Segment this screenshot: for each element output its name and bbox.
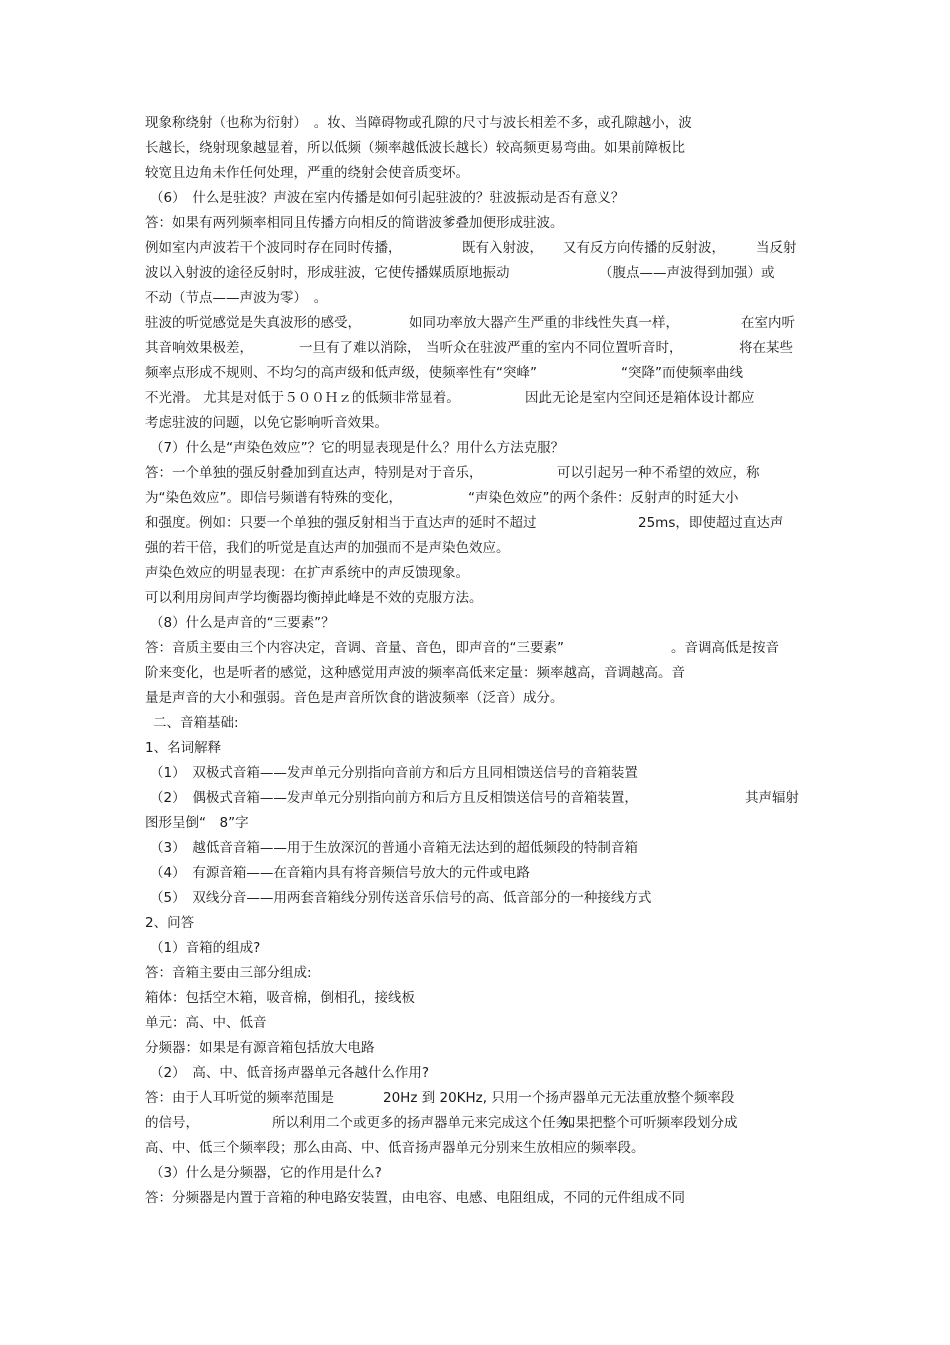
text-line: （3）什么是分频器，它的作用是什么?: [150, 1165, 382, 1181]
text-segment: 如果把整个可听频率段划分成: [562, 1115, 738, 1131]
text-segment: 所以利用二个或更多的扬声器单元来完成这个任务。: [272, 1115, 583, 1131]
text-line: [145, 1114, 805, 1132]
text-segment: 其音响效果极差，: [145, 340, 253, 356]
text-segment: 既有入射波，: [462, 240, 543, 256]
text-line: （5） 双线分音——用两套音箱线分别传送音乐信号的高、低音部分的一种接线方式: [150, 890, 652, 906]
text-segment: 答：一个单独的强反射叠加到直达声，特别是对于音乐，: [145, 465, 483, 481]
text-segment: “突降”而使频率曲线: [621, 365, 743, 381]
text-segment: 如同功率放大器产生严重的非线性失真一样，: [409, 315, 679, 331]
text-line: 现象称绕射（也称为衍射） 。妆、当障碍物或孔隙的尺寸与波长相差不多，或孔隙越小，波: [145, 115, 692, 131]
text-segment: 当反射: [756, 240, 797, 256]
text-line: [145, 489, 805, 507]
text-line: [145, 364, 805, 382]
text-segment: 答：音质主要由三个内容决定，音调、音量、音色，即声音的“三要素”: [145, 640, 564, 656]
text-line: 长越长，绕射现象越显着，所以低频（频率越低波长越长）较高频更易弯曲。如果前障板比: [145, 140, 685, 156]
text-segment: 25ms，即使超过直达声: [638, 515, 784, 531]
text-line: [145, 264, 805, 282]
text-segment: 因此无论是室内空间还是箱体设计都应: [525, 390, 755, 406]
text-line: 较宽且边角未作任何处理，严重的绕射会使音质变坏。: [145, 165, 469, 181]
text-segment: 波以入射波的途径反射时，形成驻波，它使传播媒质原地振动: [145, 265, 510, 281]
text-segment: 又有反方向传播的反射波，: [563, 240, 725, 256]
text-line: 分频器：如果是有源音箱包括放大电路: [145, 1040, 375, 1056]
text-segment: 。音调高低是按音: [671, 640, 779, 656]
text-segment: 可以引起另一种不希望的效应，称: [557, 465, 760, 481]
text-line: 量是声音的大小和强弱。音色是声音所饮食的谐波频率（泛音）成分。: [145, 690, 564, 706]
text-line: [150, 789, 810, 807]
text-line: [145, 514, 805, 532]
text-segment: 频率点形成不规则、不均匀的高声级和低声级，使频率性有“突峰”: [145, 365, 537, 381]
text-segment: 和强度。例如：只要一个单独的强反射相当于直达声的延时不超过: [145, 515, 537, 531]
text-line: （3） 越低音音箱——用于生放深沉的普通小音箱无法达到的超低频段的特制音箱: [150, 840, 638, 856]
text-segment: 一旦有了难以消除，: [299, 340, 421, 356]
text-line: （4） 有源音箱——在音箱内具有将音频信号放大的元件或电路: [150, 865, 530, 881]
text-line: 二、音箱基础:: [153, 715, 239, 731]
text-segment: 例如室内声波若干个波同时存在同时传播，: [145, 240, 402, 256]
text-line: 声染色效应的明显表现：在扩声系统中的声反馈现象。: [145, 565, 469, 581]
text-line: 可以利用房间声学均衡器均衡掉此峰是不效的克服方法。: [145, 590, 483, 606]
text-line: （2） 高、中、低音扬声器单元各越什么作用?: [150, 1065, 430, 1081]
text-line: （1）音箱的组成?: [150, 940, 261, 956]
text-segment: 不光滑。 尤其是对低于５００Ｈｚ的低频非常显着。: [145, 390, 460, 406]
text-segment: 为“染色效应”。即信号频谱有特殊的变化，: [145, 490, 402, 506]
text-line: 答：音箱主要由三部分组成:: [145, 965, 312, 981]
text-line: 答：分频器是内置于音箱的种电路安装置，由电容、电感、电阻组成，不同的元件组成不同: [145, 1190, 685, 1206]
text-line: （6） 什么是驻波？声波在室内传播是如何引起驻波的？驻波振动是否有意义？: [150, 190, 625, 206]
text-line: 1、名词解释: [145, 740, 222, 756]
text-line: （1） 双极式音箱——发声单元分别指向音前方和后方且同相馈送信号的音箱装置: [150, 765, 638, 781]
text-line: 不动（节点——声波为零） 。: [145, 290, 328, 306]
text-line: 图形呈倒“ 8”字: [145, 815, 249, 831]
text-line: 阶来变化，也是听者的感觉，这种感觉用声波的频率高低来定量：频率越高，音调越高。音: [145, 665, 685, 681]
text-line: 箱体：包括空木箱，吸音棉，倒相孔，接线板: [145, 990, 415, 1006]
text-segment: 的信号，: [145, 1115, 199, 1131]
text-segment: 当听众在驻波严重的室内不同位置听音时，: [426, 340, 683, 356]
text-line: 答：如果有两列频率相同且传播方向相反的简谐波爹叠加便形成驻波。: [145, 215, 564, 231]
text-segment: 其声辐射: [745, 790, 799, 806]
text-segment: 答：由于人耳听觉的频率范围是: [145, 1090, 334, 1106]
text-segment: （腹点——声波得到加强）或: [599, 265, 775, 281]
text-line: 强的若干倍，我们的听觉是直达声的加强而不是声染色效应。: [145, 540, 510, 556]
text-segment: 在室内听: [741, 315, 795, 331]
text-line: [145, 639, 805, 657]
text-segment: 驻波的听觉感觉是失真波形的感受，: [145, 315, 361, 331]
text-segment: （2） 偶极式音箱——发声单元分别指向前方和后方且反相馈送信号的音箱装置，: [150, 790, 638, 806]
text-line: [145, 239, 805, 257]
text-line: [145, 389, 805, 407]
text-segment: “声染色效应”的两个条件：反射声的时延大小: [468, 490, 739, 506]
text-segment: 将在某些: [739, 340, 793, 356]
text-line: 高、中、低三个频率段；那么由高、中、低音扬声器单元分别来生放相应的频率段。: [145, 1140, 645, 1156]
text-line: [145, 339, 805, 357]
text-line: 考虑驻波的问题，以免它影响听音效果。: [145, 415, 388, 431]
text-line: [145, 1089, 805, 1107]
text-segment: 20Hz 到 20KHz, 只用一个扬声器单元无法重放整个频率段: [383, 1090, 735, 1106]
text-line: （7）什么是“声染色效应”？它的明显表现是什么？用什么方法克服？: [150, 440, 565, 456]
text-line: [145, 464, 805, 482]
text-line: [145, 314, 805, 332]
text-line: （8）什么是声音的“三要素”？: [150, 615, 335, 631]
text-line: 2、问答: [145, 915, 195, 931]
text-line: 单元：高、中、低音: [145, 1015, 267, 1031]
